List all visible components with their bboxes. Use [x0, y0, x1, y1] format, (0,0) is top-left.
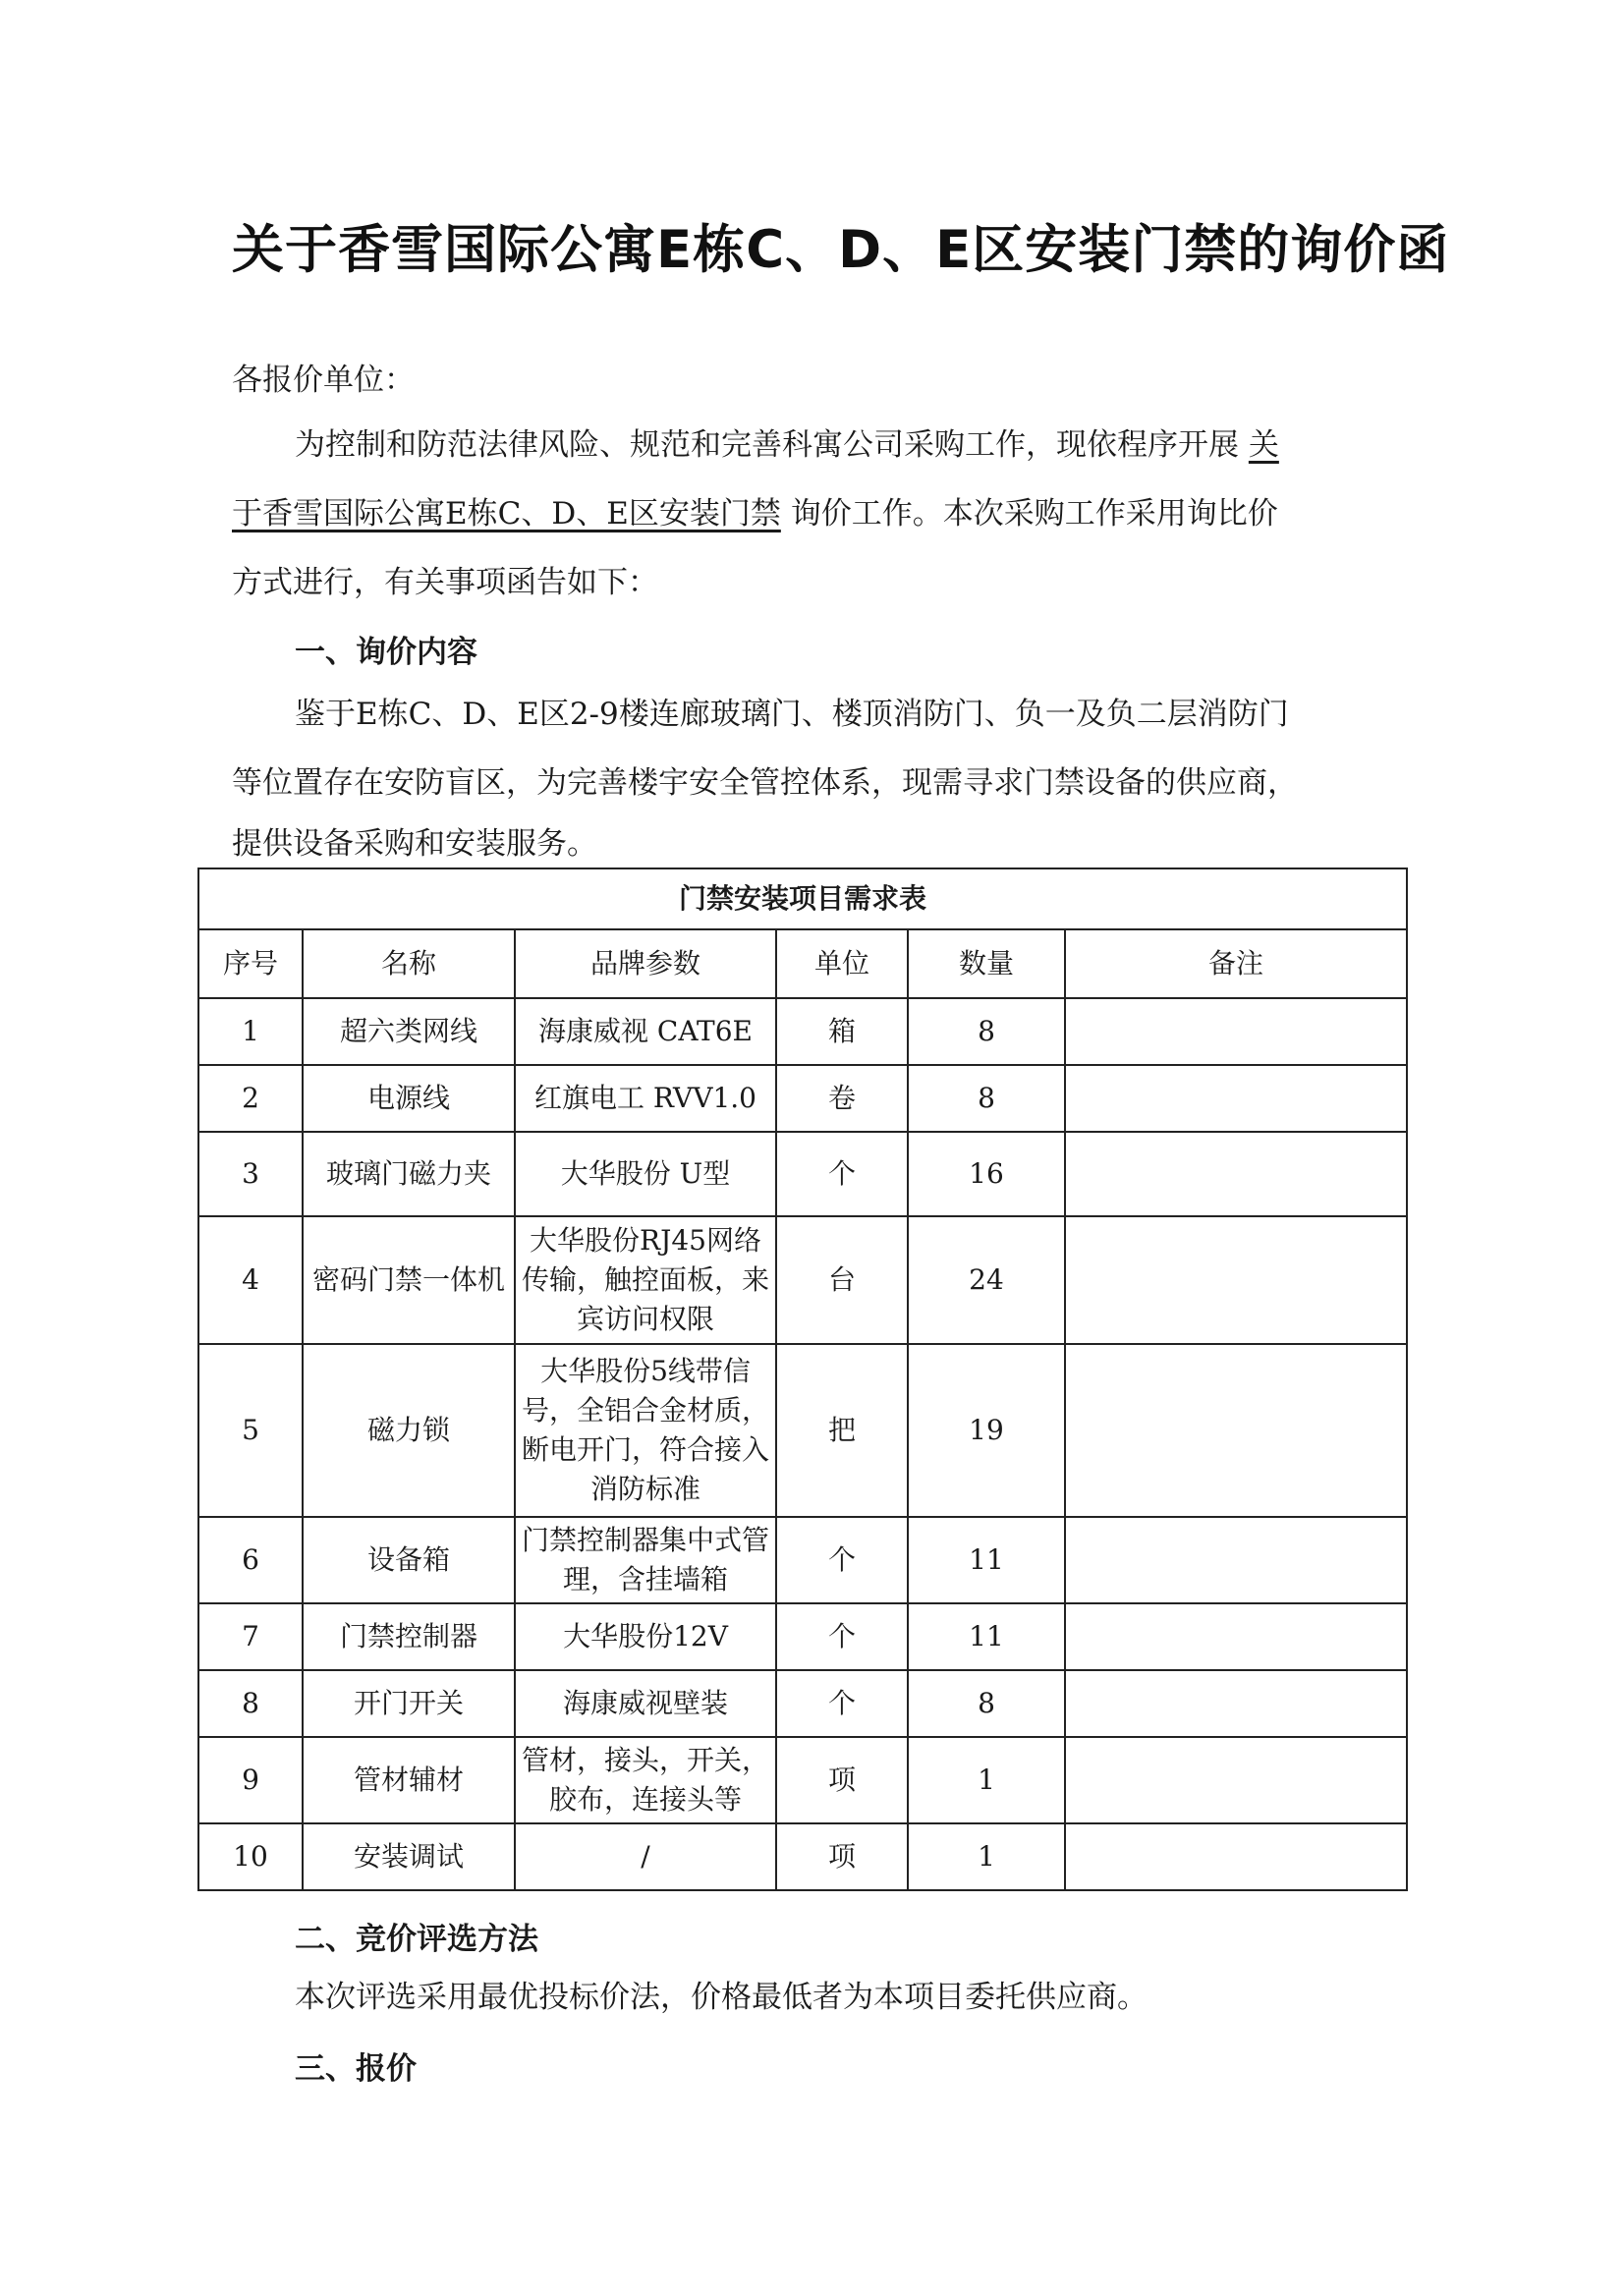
section-1-line-3: 提供设备采购和安装服务。: [232, 826, 597, 862]
salutation: 各报价单位：: [232, 363, 415, 398]
table-row: [198, 1603, 1407, 1670]
cell-no: 8: [198, 1670, 303, 1737]
cell-name: 电源线: [303, 1065, 515, 1132]
table-row: [198, 1670, 1407, 1737]
cell-spec: /: [515, 1823, 776, 1890]
cell-qty: 24: [908, 1216, 1065, 1344]
cell-qty: 11: [908, 1517, 1065, 1603]
cell-spec: 海康威视 CAT6E: [515, 998, 776, 1065]
cell-name: 开门开关: [303, 1670, 515, 1737]
cell-name: 密码门禁一体机: [303, 1216, 515, 1344]
cell-unit: 个: [776, 1132, 908, 1216]
section-3-heading: 三、报价: [295, 2051, 417, 2087]
cell-no: 10: [198, 1823, 303, 1890]
cell-no: 5: [198, 1344, 303, 1517]
cell-no: 4: [198, 1216, 303, 1344]
cell-name: 安装调试: [303, 1823, 515, 1890]
cell-qty: 8: [908, 1065, 1065, 1132]
cell-note: [1065, 1065, 1407, 1132]
requirements-table: [197, 868, 1408, 1891]
table-row: [198, 1344, 1407, 1517]
cell-qty: 1: [908, 1737, 1065, 1823]
cell-note: [1065, 1132, 1407, 1216]
cell-note: [1065, 1823, 1407, 1890]
header-unit: 单位: [776, 929, 908, 998]
cell-note: [1065, 1603, 1407, 1670]
intro-line-3: 方式进行，有关事项函告如下：: [232, 565, 658, 600]
cell-qty: 1: [908, 1823, 1065, 1890]
cell-unit: 项: [776, 1737, 908, 1823]
cell-unit: 个: [776, 1670, 908, 1737]
cell-qty: 16: [908, 1132, 1065, 1216]
section-1-line-2: 等位置存在安防盲区，为完善楼宇安全管控体系，现需寻求门禁设备的供应商，: [232, 765, 1298, 801]
section-2-line-1: 本次评选采用最优投标价法，价格最低者为本项目委托供应商。: [295, 1980, 1148, 2015]
cell-spec: 大华股份RJ45网络传输，触控面板，来宾访问权限: [515, 1216, 776, 1344]
cell-spec: 管材，接头，开关，胶布，连接头等: [515, 1737, 776, 1823]
cell-note: [1065, 1344, 1407, 1517]
table-row: [198, 998, 1407, 1065]
table-row: [198, 1065, 1407, 1132]
cell-spec: 大华股份 U型: [515, 1132, 776, 1216]
cell-qty: 8: [908, 1670, 1065, 1737]
cell-unit: 个: [776, 1517, 908, 1603]
cell-note: [1065, 998, 1407, 1065]
table-row: [198, 1823, 1407, 1890]
cell-unit: 卷: [776, 1065, 908, 1132]
cell-spec: 海康威视壁装: [515, 1670, 776, 1737]
cell-note: [1065, 1737, 1407, 1823]
header-name: 名称: [303, 929, 515, 998]
cell-spec: 大华股份12V: [515, 1603, 776, 1670]
cell-unit: 箱: [776, 998, 908, 1065]
cell-note: [1065, 1517, 1407, 1603]
cell-note: [1065, 1216, 1407, 1344]
cell-spec: 门禁控制器集中式管理，含挂墙箱: [515, 1517, 776, 1603]
header-note: 备注: [1065, 929, 1407, 998]
table-row: [198, 1517, 1407, 1603]
section-2-heading: 二、竞价评选方法: [295, 1922, 538, 1957]
table-caption: 门禁安装项目需求表: [198, 868, 1407, 929]
table-row: [198, 1132, 1407, 1216]
document-title: 关于香雪国际公寓E栋C、D、E区安装门禁的询价函: [232, 220, 1450, 280]
header-spec: 品牌参数: [515, 929, 776, 998]
cell-no: 1: [198, 998, 303, 1065]
cell-no: 2: [198, 1065, 303, 1132]
cell-qty: 11: [908, 1603, 1065, 1670]
cell-qty: 19: [908, 1344, 1065, 1517]
intro-line-2: 于香雪国际公寓E栋C、D、E区安装门禁 询价工作。本次采购工作采用询比价: [232, 496, 1278, 532]
cell-name: 玻璃门磁力夹: [303, 1132, 515, 1216]
cell-no: 3: [198, 1132, 303, 1216]
cell-note: [1065, 1670, 1407, 1737]
cell-spec: 红旗电工 RVV1.0: [515, 1065, 776, 1132]
table-row: [198, 1216, 1407, 1344]
table-header-row: [198, 929, 1407, 998]
intro-line-1: 为控制和防范法律风险、规范和完善科寓公司采购工作，现依程序开展 关: [295, 427, 1279, 463]
cell-spec: 大华股份5线带信号，全铝合金材质，断电开门，符合接入消防标准: [515, 1344, 776, 1517]
cell-name: 超六类网线: [303, 998, 515, 1065]
cell-qty: 8: [908, 998, 1065, 1065]
cell-no: 7: [198, 1603, 303, 1670]
section-1-heading: 一、询价内容: [295, 635, 477, 670]
cell-name: 磁力锁: [303, 1344, 515, 1517]
header-no: 序号: [198, 929, 303, 998]
cell-unit: 把: [776, 1344, 908, 1517]
cell-name: 门禁控制器: [303, 1603, 515, 1670]
cell-unit: 台: [776, 1216, 908, 1344]
section-1-line-1: 鉴于E栋C、D、E区2-9楼连廊玻璃门、楼顶消防门、负一及负二层消防门: [295, 697, 1289, 732]
cell-unit: 个: [776, 1603, 908, 1670]
cell-unit: 项: [776, 1823, 908, 1890]
header-qty: 数量: [908, 929, 1065, 998]
cell-name: 管材辅材: [303, 1737, 515, 1823]
cell-name: 设备箱: [303, 1517, 515, 1603]
cell-no: 9: [198, 1737, 303, 1823]
cell-no: 6: [198, 1517, 303, 1603]
table-row: [198, 1737, 1407, 1823]
